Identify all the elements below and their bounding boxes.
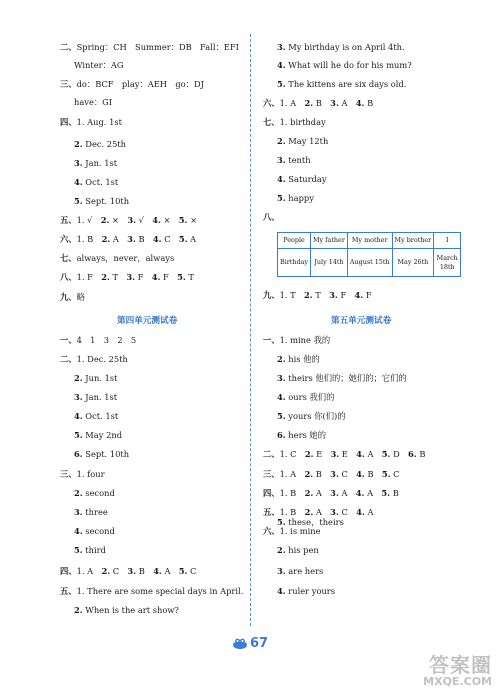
right-answer-line: 3. My birthday is on April 4th. — [277, 42, 405, 52]
table-cell: People — [278, 233, 311, 249]
watermark-logo — [400, 646, 492, 688]
left-answer-line: 四、1. Aug. 1st — [60, 117, 122, 127]
left-answer-line: 二、Spring：CH Summer：DB Fall：EFI — [60, 42, 239, 52]
right-answer-line: 4. Saturday — [277, 174, 327, 184]
left-answer-line: 九、略 — [60, 292, 85, 302]
table-cell: July 14th — [311, 249, 348, 277]
left-answer-line: 2. second — [74, 488, 115, 498]
table-cell: My father — [311, 233, 348, 249]
right-answer-line: 4. ruler yours — [277, 586, 336, 596]
right-answer-line: 八、 — [263, 212, 280, 222]
section-title-unit5: 第五单元测试卷 — [331, 316, 392, 326]
left-answer-line: have：GI — [74, 97, 113, 107]
left-answer-line: 2. Jun. 1st — [74, 373, 118, 383]
right-answer-line: 6. hers 她的 — [277, 430, 327, 440]
left-answer-line: 八、1. F 2. T 3. F 4. F 5. T — [60, 272, 194, 282]
left-answer-line: 5. third — [74, 545, 106, 555]
right-answer-line: 七、1. birthday — [263, 117, 326, 127]
right-answer-line: 2. May 12th — [277, 136, 329, 146]
left-answer-line: 5. May 2nd — [74, 430, 123, 440]
table-cell: Birthday — [278, 249, 311, 277]
left-answer-line: 3. Jan. 1st — [74, 392, 118, 402]
left-answer-line: 3. Jan. 1st — [74, 158, 118, 168]
right-answer-line: 五、1. B 2. A 3. C 4. A — [263, 507, 374, 517]
left-answer-line: 2. Dec. 25th — [74, 139, 127, 149]
right-answer-line: 3. theirs 他们的；她们的；它们的 — [277, 373, 407, 383]
left-answer-line: 五、1. There are some special days in April. — [60, 586, 244, 596]
right-answer-line: 四、1. B 2. A 3. A 4. A 5. B — [263, 488, 399, 498]
table-cell: March 18th — [434, 249, 461, 277]
left-answer-line: 4. Oct. 1st — [74, 177, 119, 187]
left-answer-line: 一、4 1 3 2 5 — [60, 335, 137, 345]
right-answer-line: 九、1. T 2. T 3. F 4. F — [263, 290, 372, 300]
left-answer-line: 三、1. four — [60, 469, 105, 479]
table-row — [278, 233, 461, 249]
right-answer-line: 3. tenth — [277, 155, 311, 165]
right-answer-line: 六、1. A 2. B 3. A 4. B — [263, 98, 374, 108]
right-answer-line: 4. What will he do for his mum? — [277, 60, 412, 70]
right-answer-line: 三、1. A 2. B 3. C 4. B 5. C — [263, 469, 400, 479]
table-cell: My mother — [347, 233, 392, 249]
left-answer-line: 4. second — [74, 526, 115, 536]
right-answer-line: 5. happy — [277, 193, 314, 203]
right-answer-line: 一、1. mine 我的 — [263, 335, 331, 345]
right-answer-line: 5. these，theirs — [277, 517, 344, 527]
answer-table — [277, 232, 461, 277]
right-answer-line: 4. ours 我们的 — [277, 392, 335, 402]
right-answer-line: 5. yours 你(们)的 — [277, 411, 346, 421]
left-answer-line: 五、1. √ 2. × 3. √ 4. × 5. × — [60, 215, 198, 225]
column-divider — [250, 34, 251, 626]
watermark-top: 答案圈 — [429, 653, 492, 677]
watermark-bottom: MXQE.COM — [423, 675, 492, 688]
table-row — [278, 249, 461, 277]
table-cell: May 26th — [392, 249, 434, 277]
right-answer-line: 2. his 他的 — [277, 354, 320, 364]
section-title-unit4: 第四单元测试卷 — [117, 316, 178, 326]
left-answer-line: 六、1. B 2. A 3. B 4. C 5. A — [60, 234, 197, 244]
right-answer-line: 2. his pen — [277, 545, 319, 555]
right-answer-line: 二、1. C 2. E 3. E 4. A 5. D 6. B — [263, 449, 426, 459]
table-cell: My brother — [392, 233, 434, 249]
left-answer-line: 4. Oct. 1st — [74, 411, 119, 421]
page-number-text: 67 — [250, 636, 269, 651]
left-answer-line: 七、always，never，always — [60, 253, 175, 263]
left-answer-line: Winter：AG — [74, 60, 124, 70]
mascot-icon — [232, 637, 248, 651]
table-cell: I — [434, 233, 461, 249]
left-answer-line: 3. three — [74, 507, 108, 517]
table-cell: August 15th — [347, 249, 392, 277]
right-answer-line: 六、1. is mine — [263, 526, 321, 536]
left-answer-line: 三、do：BCF play：AEH go：DJ — [60, 79, 204, 89]
right-answer-line: 3. are hers — [277, 566, 324, 576]
left-answer-line: 四、1. A 2. C 3. B 4. A 5. C — [60, 566, 197, 576]
left-answer-line: 6. Sept. 10th — [74, 449, 130, 459]
left-answer-line: 2. When is the art show? — [74, 605, 179, 615]
page-number — [232, 636, 268, 651]
left-answer-line: 5. Sept. 10th — [74, 196, 130, 206]
left-answer-line: 二、1. Dec. 25th — [60, 354, 128, 364]
right-answer-line: 5. The kittens are six days old. — [277, 79, 407, 89]
